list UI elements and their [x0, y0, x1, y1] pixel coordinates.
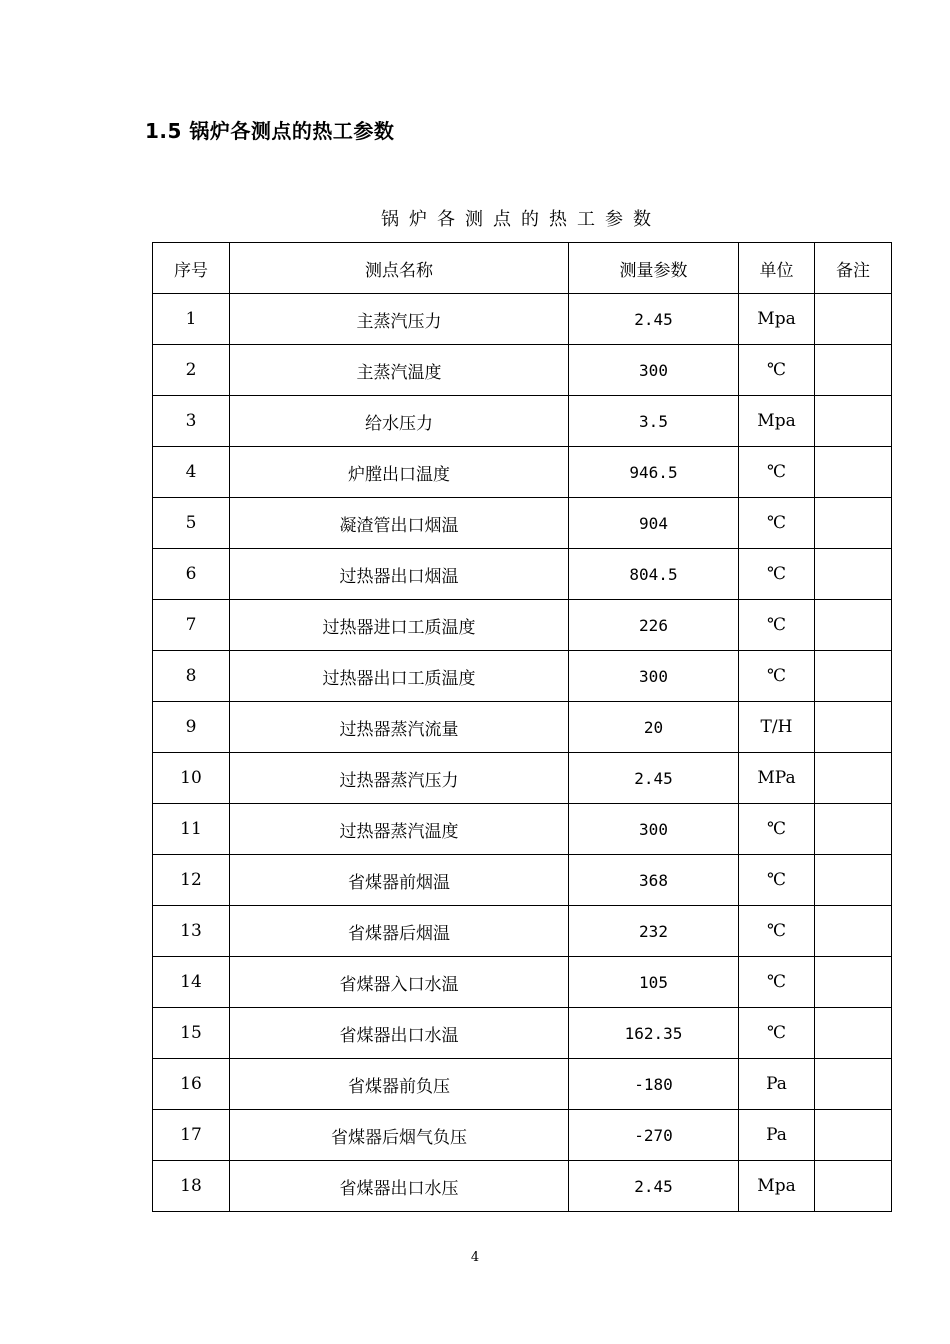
table-caption: 锅炉各测点的热工参数 [381, 209, 661, 230]
cell-unit: ℃ [739, 651, 815, 702]
cell-value: 2.45 [569, 1161, 739, 1212]
cell-unit: ℃ [739, 600, 815, 651]
table-row [153, 1110, 892, 1161]
cell-name: 凝渣管出口烟温 [230, 498, 569, 549]
cell-value: 20 [569, 702, 739, 753]
table-row [153, 498, 892, 549]
table-row [153, 906, 892, 957]
cell-value: 3.5 [569, 396, 739, 447]
cell-no: 1 [153, 294, 230, 345]
cell-note [815, 804, 892, 855]
cell-unit: Pa [739, 1110, 815, 1161]
cell-name: 省煤器出口水压 [230, 1161, 569, 1212]
cell-no: 5 [153, 498, 230, 549]
cell-no: 13 [153, 906, 230, 957]
cell-name: 主蒸汽压力 [230, 294, 569, 345]
header-note: 备注 [815, 243, 892, 294]
cell-name: 给水压力 [230, 396, 569, 447]
cell-value: 2.45 [569, 294, 739, 345]
cell-note [815, 1059, 892, 1110]
table-row [153, 1008, 892, 1059]
header-unit: 单位 [739, 243, 815, 294]
cell-no: 2 [153, 345, 230, 396]
cell-no: 11 [153, 804, 230, 855]
table-header-row [153, 243, 892, 294]
table-row [153, 855, 892, 906]
cell-unit: ℃ [739, 855, 815, 906]
header-name: 测点名称 [230, 243, 569, 294]
cell-name: 省煤器前烟温 [230, 855, 569, 906]
header-value: 测量参数 [569, 243, 739, 294]
cell-no: 8 [153, 651, 230, 702]
table-row [153, 600, 892, 651]
table-row [153, 1059, 892, 1110]
cell-no: 12 [153, 855, 230, 906]
cell-unit: ℃ [739, 345, 815, 396]
cell-value: -180 [569, 1059, 739, 1110]
cell-no: 14 [153, 957, 230, 1008]
table-row [153, 804, 892, 855]
table-row [153, 294, 892, 345]
cell-no: 15 [153, 1008, 230, 1059]
cell-no: 9 [153, 702, 230, 753]
cell-unit: ℃ [739, 1008, 815, 1059]
cell-note [815, 1110, 892, 1161]
cell-note [815, 651, 892, 702]
table-row [153, 702, 892, 753]
table-row [153, 345, 892, 396]
cell-name: 主蒸汽温度 [230, 345, 569, 396]
cell-value: 300 [569, 804, 739, 855]
cell-value: 946.5 [569, 447, 739, 498]
cell-name: 省煤器出口水温 [230, 1008, 569, 1059]
cell-name: 省煤器前负压 [230, 1059, 569, 1110]
cell-name: 过热器蒸汽温度 [230, 804, 569, 855]
section-title: 1.5 锅炉各测点的热工参数 [145, 119, 395, 143]
cell-note [815, 855, 892, 906]
cell-value: 904 [569, 498, 739, 549]
cell-note [815, 294, 892, 345]
cell-name: 过热器蒸汽压力 [230, 753, 569, 804]
thermal-parameters-table [152, 242, 892, 1212]
table-body [153, 294, 892, 1212]
cell-name: 省煤器后烟温 [230, 906, 569, 957]
cell-value: 105 [569, 957, 739, 1008]
table-row [153, 1161, 892, 1212]
cell-unit: ℃ [739, 957, 815, 1008]
header-no: 序号 [153, 243, 230, 294]
cell-value: 232 [569, 906, 739, 957]
cell-note [815, 549, 892, 600]
cell-note [815, 498, 892, 549]
cell-unit: ℃ [739, 447, 815, 498]
cell-value: 804.5 [569, 549, 739, 600]
cell-no: 16 [153, 1059, 230, 1110]
page-number: 4 [470, 1250, 480, 1265]
cell-name: 省煤器后烟气负压 [230, 1110, 569, 1161]
cell-unit: Mpa [739, 1161, 815, 1212]
cell-name: 过热器出口烟温 [230, 549, 569, 600]
cell-value: 300 [569, 345, 739, 396]
cell-no: 10 [153, 753, 230, 804]
cell-name: 省煤器入口水温 [230, 957, 569, 1008]
cell-value: 368 [569, 855, 739, 906]
cell-value: 300 [569, 651, 739, 702]
table-row [153, 957, 892, 1008]
table-row [153, 753, 892, 804]
cell-note [815, 345, 892, 396]
cell-note [815, 1008, 892, 1059]
cell-note [815, 753, 892, 804]
cell-unit: ℃ [739, 804, 815, 855]
cell-note [815, 702, 892, 753]
cell-no: 17 [153, 1110, 230, 1161]
cell-unit: Pa [739, 1059, 815, 1110]
table-row [153, 549, 892, 600]
table-row [153, 396, 892, 447]
table-row [153, 447, 892, 498]
cell-no: 7 [153, 600, 230, 651]
cell-value: 226 [569, 600, 739, 651]
cell-unit: ℃ [739, 498, 815, 549]
cell-unit: MPa [739, 753, 815, 804]
cell-name: 过热器出口工质温度 [230, 651, 569, 702]
cell-unit: Mpa [739, 294, 815, 345]
cell-unit: ℃ [739, 549, 815, 600]
cell-name: 炉膛出口温度 [230, 447, 569, 498]
cell-no: 4 [153, 447, 230, 498]
cell-note [815, 957, 892, 1008]
cell-name: 过热器进口工质温度 [230, 600, 569, 651]
cell-note [815, 600, 892, 651]
cell-no: 3 [153, 396, 230, 447]
cell-name: 过热器蒸汽流量 [230, 702, 569, 753]
cell-no: 6 [153, 549, 230, 600]
cell-note [815, 447, 892, 498]
cell-note [815, 396, 892, 447]
cell-unit: ℃ [739, 906, 815, 957]
cell-value: 162.35 [569, 1008, 739, 1059]
cell-unit: Mpa [739, 396, 815, 447]
cell-note [815, 1161, 892, 1212]
cell-no: 18 [153, 1161, 230, 1212]
cell-note [815, 906, 892, 957]
cell-value: -270 [569, 1110, 739, 1161]
cell-value: 2.45 [569, 753, 739, 804]
cell-unit: T/H [739, 702, 815, 753]
table-row [153, 651, 892, 702]
